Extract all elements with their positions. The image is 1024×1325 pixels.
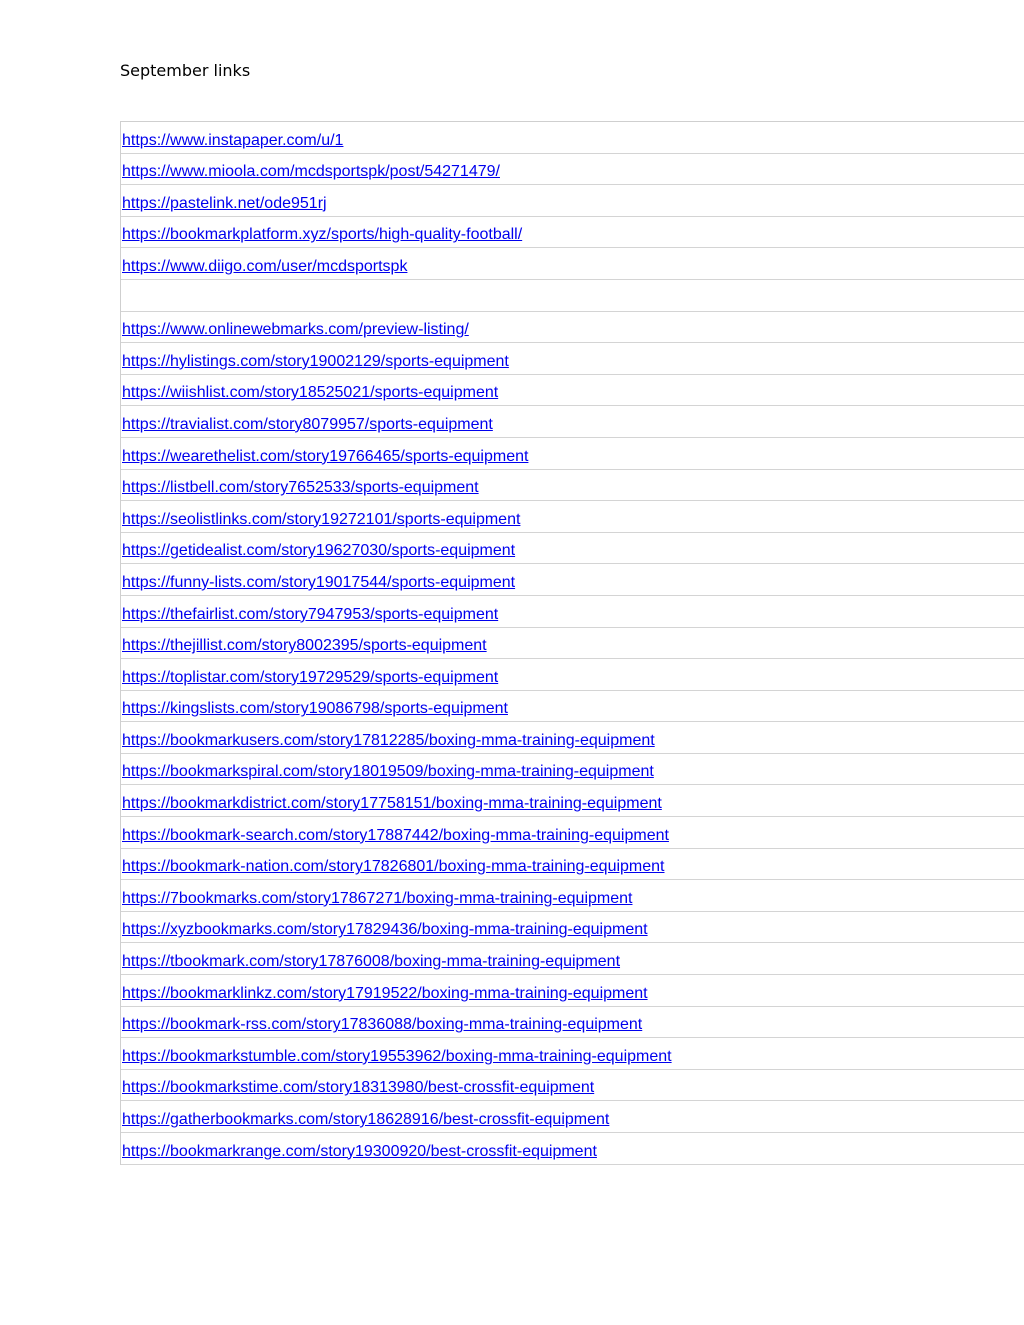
table-row bbox=[121, 217, 1024, 249]
link[interactable]: https://bookmarkplatform.xyz/sports/high-quality-football/ bbox=[122, 226, 523, 244]
link[interactable]: https://hylistings.com/story19002129/sports-equipment bbox=[122, 352, 509, 370]
link[interactable]: https://www.onlinewebmarks.com/preview-listing/ bbox=[122, 321, 469, 339]
table-row bbox=[121, 501, 1024, 533]
table-row bbox=[121, 817, 1024, 849]
table-row bbox=[121, 849, 1024, 881]
table-row bbox=[121, 438, 1024, 470]
table-row bbox=[121, 406, 1024, 438]
link[interactable]: https://bookmarklinkz.com/story17919522/boxing-mma-training-equipment bbox=[122, 984, 648, 1002]
table-row bbox=[121, 564, 1024, 596]
link[interactable]: https://funny-lists.com/story19017544/sports-equipment bbox=[122, 573, 516, 591]
table-row bbox=[121, 912, 1024, 944]
link[interactable]: https://wearethelist.com/story19766465/sports-equipment bbox=[122, 447, 529, 465]
link[interactable]: https://www.mioola.com/mcdsportspk/post/54271479/ bbox=[122, 163, 500, 181]
link[interactable]: https://kingslists.com/story19086798/sports-equipment bbox=[122, 700, 508, 718]
table-row bbox=[121, 722, 1024, 754]
table-row bbox=[121, 1070, 1024, 1102]
link[interactable]: https://bookmarkdistrict.com/story17758151/boxing-mma-training-equipment bbox=[122, 795, 662, 813]
link[interactable]: https://bookmarkstumble.com/story19553962/boxing-mma-training-equipment bbox=[122, 1047, 672, 1065]
link[interactable]: https://bookmarkrange.com/story19300920/best-crossfit-equipment bbox=[122, 1142, 597, 1160]
table-row bbox=[121, 596, 1024, 628]
table-row bbox=[121, 1007, 1024, 1039]
link[interactable]: https://tbookmark.com/story17876008/boxing-mma-training-equipment bbox=[122, 953, 621, 971]
table-row bbox=[121, 1133, 1024, 1165]
link[interactable]: https://seolistlinks.com/story19272101/sports-equipment bbox=[122, 510, 521, 528]
table-row bbox=[121, 470, 1024, 502]
table-row bbox=[121, 1101, 1024, 1133]
table-row bbox=[121, 943, 1024, 975]
table-row bbox=[121, 185, 1024, 217]
link[interactable]: https://bookmark-search.com/story17887442/boxing-mma-training-equipment bbox=[122, 826, 669, 844]
link[interactable]: https://bookmarkspiral.com/story18019509/boxing-mma-training-equipment bbox=[122, 763, 654, 781]
link[interactable]: https://7bookmarks.com/story17867271/boxing-mma-training-equipment bbox=[122, 889, 633, 907]
table-row bbox=[121, 154, 1024, 186]
table-row bbox=[121, 533, 1024, 565]
link[interactable]: https://toplistar.com/story19729529/sports-equipment bbox=[122, 668, 499, 686]
table-row bbox=[121, 975, 1024, 1007]
link[interactable]: https://getidealist.com/story19627030/sports-equipment bbox=[122, 542, 516, 560]
table-row bbox=[121, 785, 1024, 817]
link[interactable]: https://bookmark-rss.com/story17836088/boxing-mma-training-equipment bbox=[122, 1016, 643, 1034]
table-row bbox=[121, 248, 1024, 280]
table-row bbox=[121, 312, 1024, 344]
link[interactable]: https://gatherbookmarks.com/story18628916/best-crossfit-equipment bbox=[122, 1111, 610, 1128]
link[interactable]: https://xyzbookmarks.com/story17829436/boxing-mma-training-equipment bbox=[122, 921, 648, 939]
link[interactable]: https://listbell.com/story7652533/sports-equipment bbox=[122, 479, 479, 497]
link[interactable]: https://bookmark-nation.com/story17826801/boxing-mma-training-equipment bbox=[122, 858, 665, 876]
table-row bbox=[121, 691, 1024, 723]
table-row bbox=[121, 880, 1024, 912]
table-row bbox=[121, 1038, 1024, 1070]
table-row bbox=[121, 280, 1024, 312]
link[interactable]: https://travialist.com/story8079957/sports-equipment bbox=[122, 415, 493, 433]
table-row bbox=[121, 754, 1024, 786]
link[interactable]: https://bookmarkstime.com/story18313980/best-crossfit-equipment bbox=[122, 1079, 595, 1097]
link[interactable]: https://wiishlist.com/story18525021/sports-equipment bbox=[122, 384, 499, 402]
link[interactable]: https://www.diigo.com/user/mcdsportspk bbox=[122, 257, 408, 275]
link[interactable]: https://thefairlist.com/story7947953/sports-equipment bbox=[122, 605, 499, 623]
table-row bbox=[121, 628, 1024, 660]
table-row bbox=[121, 122, 1024, 154]
link-table bbox=[120, 121, 1024, 1165]
link[interactable]: https://www.instapaper.com/u/1 bbox=[122, 131, 344, 149]
document-title: September links bbox=[120, 61, 251, 80]
table-row bbox=[121, 659, 1024, 691]
table-row bbox=[121, 375, 1024, 407]
link[interactable]: https://thejillist.com/story8002395/sports-equipment bbox=[122, 637, 487, 655]
link[interactable]: https://pastelink.net/ode951rj bbox=[122, 194, 327, 212]
link[interactable]: https://bookmarkusers.com/story17812285/boxing-mma-training-equipment bbox=[122, 731, 655, 749]
table-row bbox=[121, 343, 1024, 375]
